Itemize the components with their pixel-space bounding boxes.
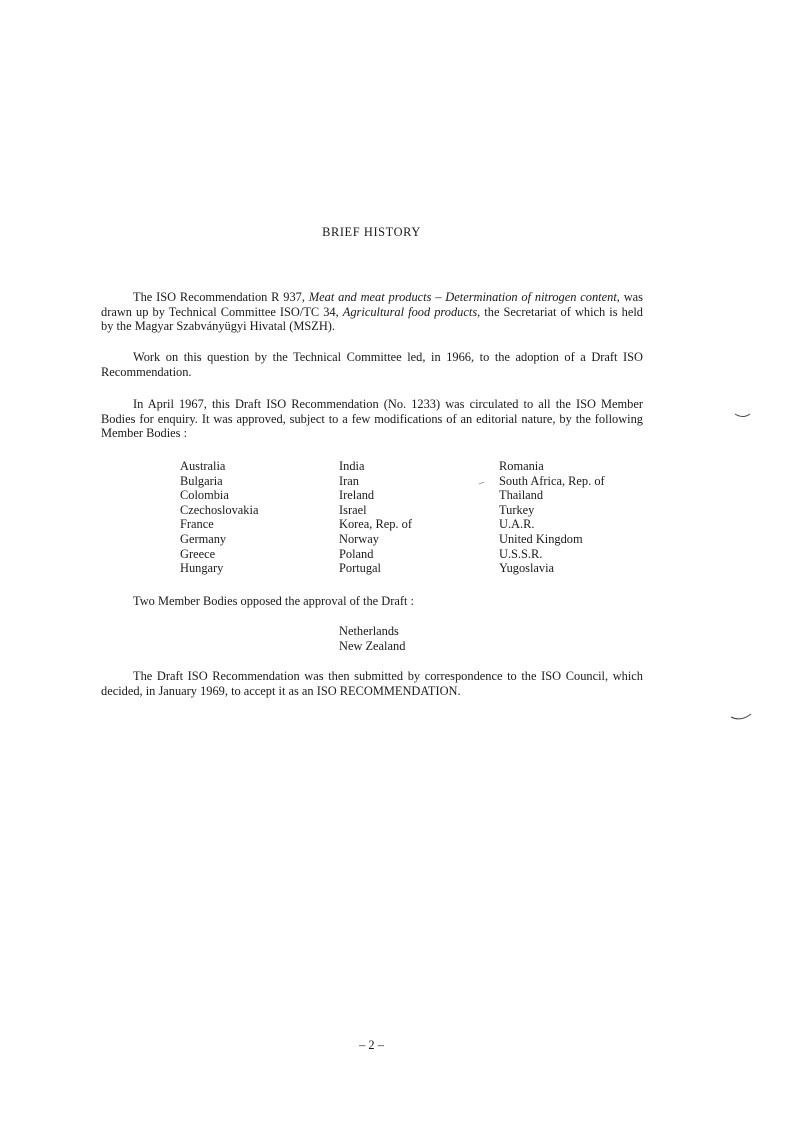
member-body: Poland — [339, 546, 374, 561]
member-body: Greece — [180, 546, 216, 561]
member-body: Turkey — [499, 502, 535, 517]
member-body: Romania — [499, 459, 544, 473]
committee-title: Agricultural food products — [342, 304, 478, 319]
member-body: Portugal — [339, 561, 381, 576]
paragraph-origin — [101, 290, 643, 334]
opposed-text: Two Member Bodies opposed the approval of the Draft : — [133, 594, 414, 608]
member-body: South Africa, Rep. of — [499, 473, 605, 488]
member-body: Thailand — [499, 488, 544, 503]
member-body: U.S.S.R. — [499, 546, 543, 561]
paragraph-opposed — [101, 594, 643, 609]
paragraph-enquiry — [101, 397, 643, 441]
member-body: Israel — [339, 502, 367, 517]
member-body: Germany — [180, 531, 227, 546]
member-body: Yugoslavia — [499, 561, 555, 576]
approving-members-col-2 — [339, 459, 412, 576]
paragraph-council-decision — [101, 669, 643, 698]
member-body: Netherlands — [339, 624, 399, 638]
member-body: Czechoslovakia — [180, 502, 259, 517]
origin-text-1: The ISO Recommendation R 937, — [133, 290, 309, 304]
member-body: Iran — [339, 473, 359, 488]
enquiry-text: In April 1967, this Draft ISO Recommendation (No. 1233) was circulated to all the ISO Member Bodies for enquiry. It was approved, subject to a few modifications of an editorial nature, by the following Member Bodies : — [101, 397, 643, 441]
paragraph-draft-adoption — [101, 350, 643, 379]
origin-text-3: , the Secretariat of which is held by the Magyar Szabványügyi Hivatal (MSZH). — [101, 304, 643, 334]
member-body: Bulgaria — [180, 473, 223, 488]
council-decision-text: The Draft ISO Recommendation was then submitted by correspondence to the ISO Council, which decided, in January 1969, to accept it as an ISO RECOMMENDATION. — [101, 669, 643, 698]
member-body: Australia — [180, 459, 226, 473]
origin-text-2: , was drawn up by Technical Committee ISO/TC 34, — [101, 290, 643, 319]
member-body: United Kingdom — [499, 531, 583, 546]
member-body: Ireland — [339, 488, 375, 503]
approving-members-col-3 — [499, 459, 605, 576]
approving-members-col-1 — [180, 459, 258, 576]
scan-mark-icon — [478, 480, 486, 486]
page-number: – 2 – — [359, 1038, 384, 1052]
member-body: Colombia — [180, 488, 229, 503]
member-body: U.A.R. — [499, 517, 535, 532]
scan-mark-icon — [729, 709, 753, 723]
member-body: Norway — [339, 531, 379, 546]
member-body: Korea, Rep. of — [339, 517, 412, 532]
opposing-members-list — [339, 624, 405, 653]
page-title: BRIEF HISTORY — [322, 225, 421, 239]
draft-adoption-text: Work on this question by the Technical Committee led, in 1966, to the adoption of a Draft ISO Recommendation. — [101, 350, 643, 379]
member-body: Hungary — [180, 561, 224, 576]
scan-mark-icon — [733, 410, 753, 422]
member-body: France — [180, 517, 214, 532]
member-body: New Zealand — [339, 638, 406, 653]
standard-title: Meat and meat products – Determination of nitrogen content — [308, 290, 617, 304]
member-body: India — [339, 459, 365, 473]
